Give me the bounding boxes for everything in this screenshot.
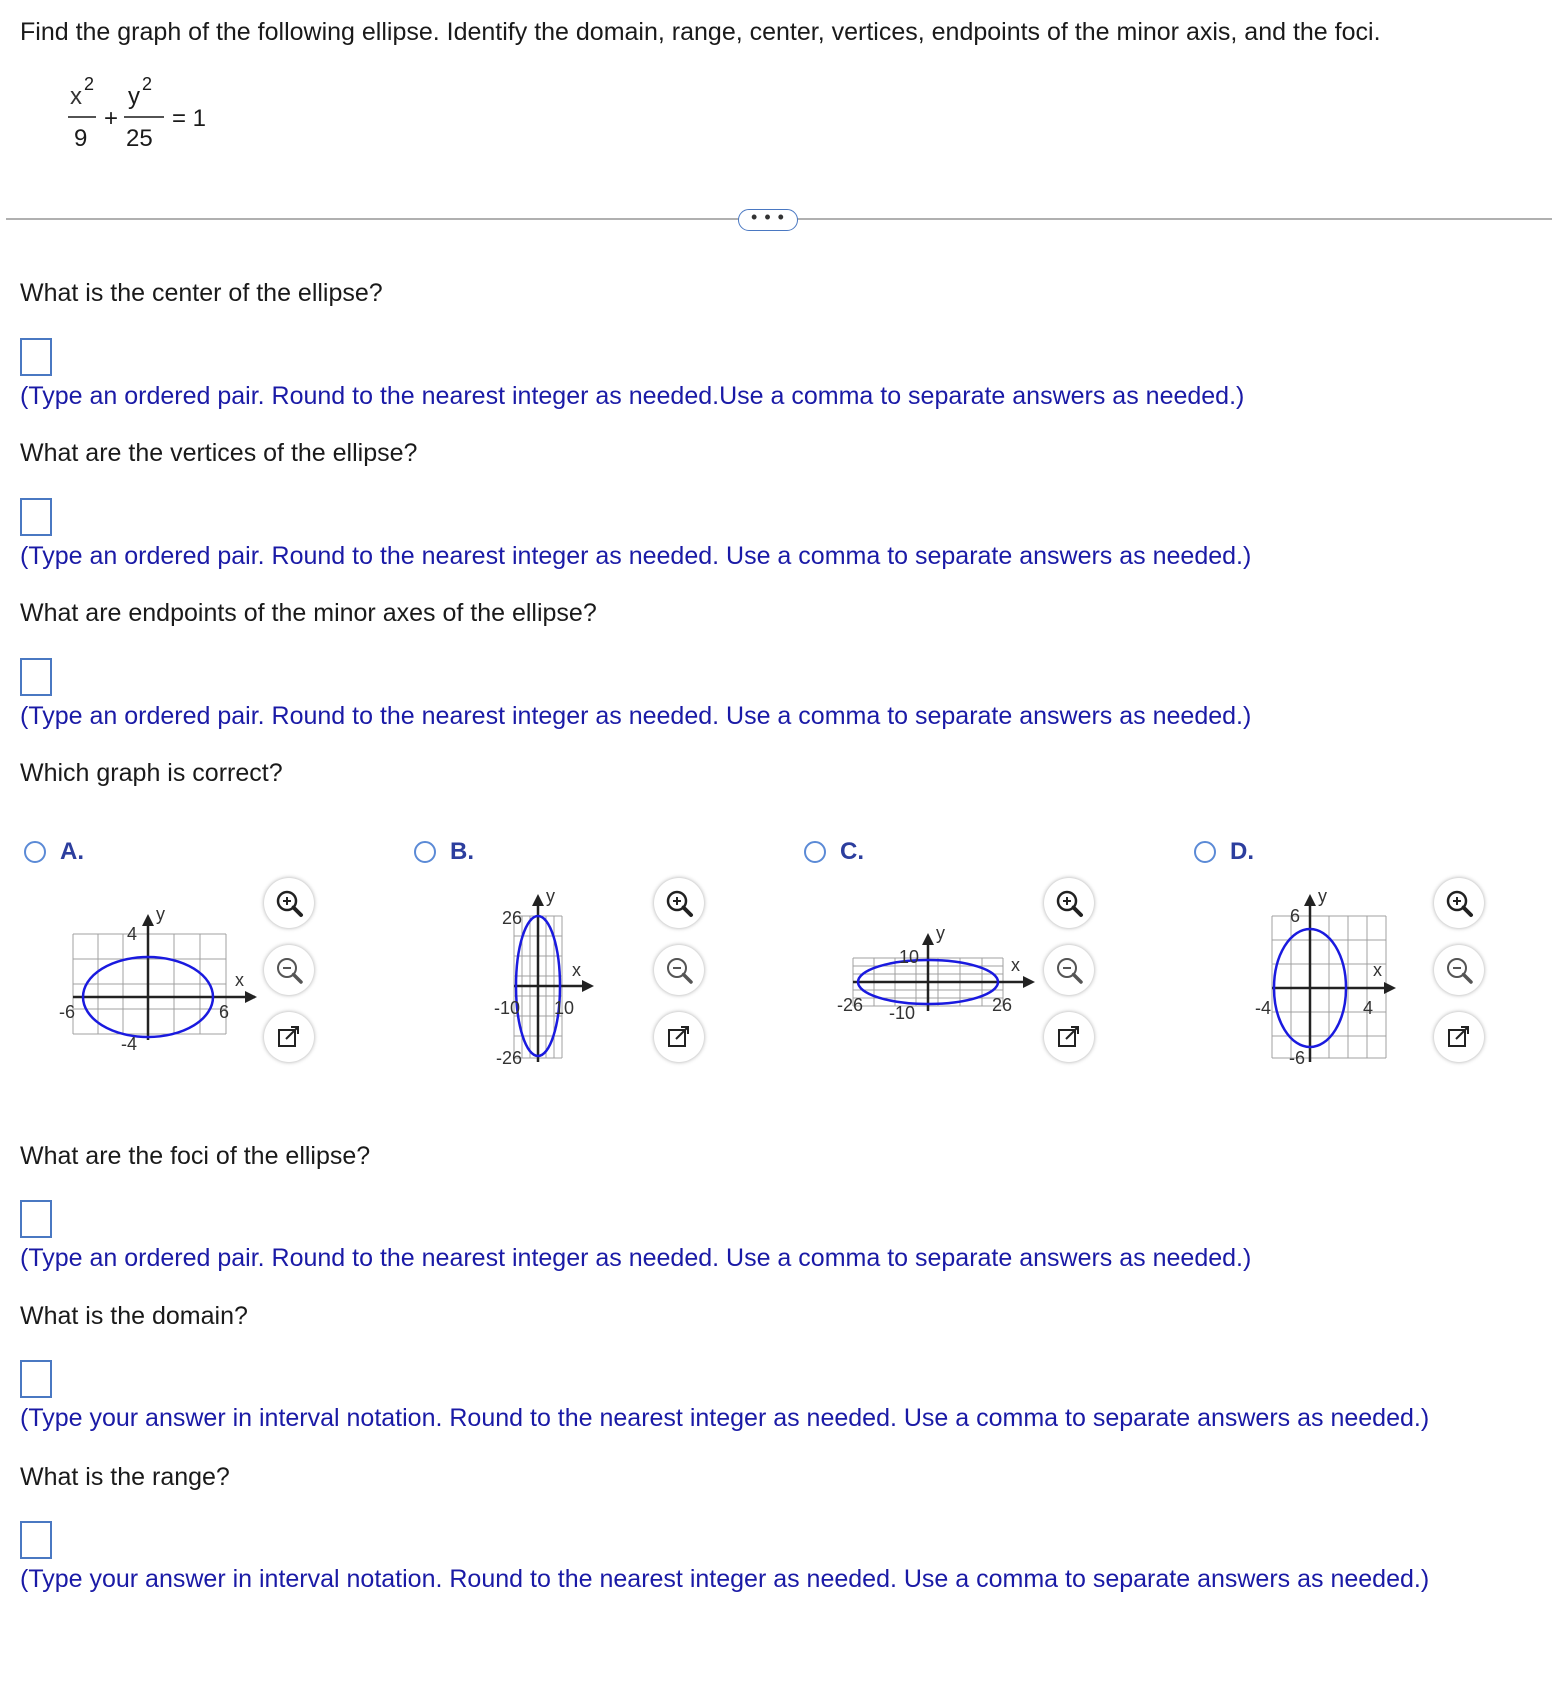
vertices-question: What are the vertices of the ellipse? [20,439,418,467]
eq-y-exp: 2 [142,74,153,94]
open-external-icon [1056,1024,1082,1050]
center-answer-input[interactable] [20,338,52,376]
choice-a-y-axis-label: y [156,904,165,924]
choice-a-x-tick-neg: -6 [59,1002,76,1022]
domain-answer-input[interactable] [20,1360,52,1398]
choice-d-open-button[interactable] [1434,1012,1484,1062]
choice-d-zoom-in-button[interactable] [1434,878,1484,928]
more-options-button[interactable]: • • • [738,209,798,231]
choice-d-y-tick-pos: 6 [1290,906,1301,926]
eq-y-den: 25 [126,125,153,152]
range-answer-input[interactable] [20,1521,52,1559]
zoom-out-icon [1054,955,1084,985]
choice-a-zoom-out-button[interactable] [264,945,314,995]
open-external-icon [1446,1024,1472,1050]
choice-c-y-axis-label: y [936,923,945,943]
choice-c-y-tick-pos: 10 [899,947,920,967]
choice-d-graph [1255,878,1415,1068]
domain-question: What is the domain? [20,1302,248,1330]
eq-plus: + [104,105,119,132]
choice-b-open-button[interactable] [654,1012,704,1062]
range-question: What is the range? [20,1463,230,1491]
eq-y-term: y [128,83,140,110]
open-external-icon [276,1024,302,1050]
choice-c-x-axis-label: x [1011,955,1020,975]
vertices-answer-input[interactable] [20,498,52,536]
problem-instruction: Find the graph of the following ellipse. Identify the domain, range, center, vertices, endpoints of the minor axis, and the foci. [20,18,1381,46]
choice-b-x-tick-pos: 10 [554,998,575,1018]
choice-c-zoom-in-button[interactable] [1044,878,1094,928]
choice-a-graph [55,890,265,1050]
eq-x-exp: 2 [84,74,95,94]
choice-c-graph [835,915,1045,1035]
foci-answer-input[interactable] [20,1200,52,1238]
choice-d-x-arrow [1384,982,1396,994]
choice-d-label: D. [1230,838,1254,865]
choice-b-x-arrow [582,980,594,992]
choice-d-x-axis-label: x [1373,960,1382,980]
foci-hint: (Type an ordered pair. Round to the nearest integer as needed. Use a comma to separate answers as needed.) [20,1244,1252,1272]
choice-b-graph [490,878,610,1068]
open-external-icon [666,1024,692,1050]
choice-c-y-arrow [922,933,934,945]
choice-a-open-button[interactable] [264,1012,314,1062]
center-question: What is the center of the ellipse? [20,279,383,307]
choice-a-radio[interactable] [24,841,46,863]
choice-c-zoom-out-button[interactable] [1044,945,1094,995]
ellipse-equation [68,74,218,171]
choice-a-x-axis-label: x [235,970,244,990]
choice-a-x-arrow [245,991,257,1003]
zoom-out-icon [1444,955,1474,985]
choice-d-y-arrow [1304,894,1316,906]
choice-b-y-arrow [532,894,544,906]
choice-a-label: A. [60,838,84,865]
choice-b-label: B. [450,838,474,865]
choice-b-zoom-in-button[interactable] [654,878,704,928]
choice-a-zoom-in-button[interactable] [264,878,314,928]
zoom-in-icon [1444,888,1474,918]
minor-axis-answer-input[interactable] [20,658,52,696]
choice-b-y-tick-pos: 26 [502,908,523,928]
choice-c-y-tick-neg: -10 [889,1003,916,1023]
equation-graphic [68,74,218,164]
choice-c-x-tick-neg: -26 [837,995,864,1015]
choice-b-zoom-out-button[interactable] [654,945,704,995]
zoom-in-icon [274,888,304,918]
center-hint: (Type an ordered pair. Round to the nearest integer as needed.Use a comma to separate answers as needed.) [20,382,1245,410]
zoom-in-icon [664,888,694,918]
choice-d-zoom-out-button[interactable] [1434,945,1484,995]
choice-d-x-tick-neg: -4 [1255,998,1272,1018]
choice-d-y-tick-neg: -6 [1289,1048,1306,1068]
zoom-out-icon [274,955,304,985]
choice-d-x-tick-pos: 4 [1363,998,1374,1018]
choice-c-x-tick-pos: 26 [992,995,1013,1015]
eq-x-term: x [70,83,82,110]
choice-d-y-axis-label: y [1318,886,1327,906]
choice-a-y-tick-pos: 4 [127,924,138,944]
eq-x-den: 9 [74,125,88,152]
choice-b-y-axis-label: y [546,886,555,906]
choice-b-x-tick-neg: -10 [494,998,521,1018]
choice-b-x-axis-label: x [572,960,581,980]
vertices-hint: (Type an ordered pair. Round to the nearest integer as needed. Use a comma to separate answers as needed.) [20,542,1252,570]
choice-b-y-tick-neg: -26 [496,1048,523,1068]
choice-c-x-arrow [1023,976,1035,988]
minor-axis-question: What are endpoints of the minor axes of the ellipse? [20,599,597,627]
foci-question: What are the foci of the ellipse? [20,1142,371,1170]
range-hint: (Type your answer in interval notation. Round to the nearest integer as needed. Use a comma to separate answers as needed.) [20,1565,1430,1593]
domain-hint: (Type your answer in interval notation. Round to the nearest integer as needed. Use a comma to separate answers as needed.) [20,1404,1430,1432]
choice-a-x-tick-pos: 6 [219,1002,230,1022]
choice-a-y-tick-neg: -4 [121,1034,138,1050]
choice-a-y-arrow [142,914,154,926]
minor-axis-hint: (Type an ordered pair. Round to the nearest integer as needed. Use a comma to separate answers as needed.) [20,702,1252,730]
choice-d-radio[interactable] [1194,841,1216,863]
zoom-out-icon [664,955,694,985]
eq-equals: = 1 [172,105,207,132]
choice-c-radio[interactable] [804,841,826,863]
graph-question: Which graph is correct? [20,759,283,787]
choice-c-open-button[interactable] [1044,1012,1094,1062]
choice-b-radio[interactable] [414,841,436,863]
choice-c-label: C. [840,838,864,865]
zoom-in-icon [1054,888,1084,918]
